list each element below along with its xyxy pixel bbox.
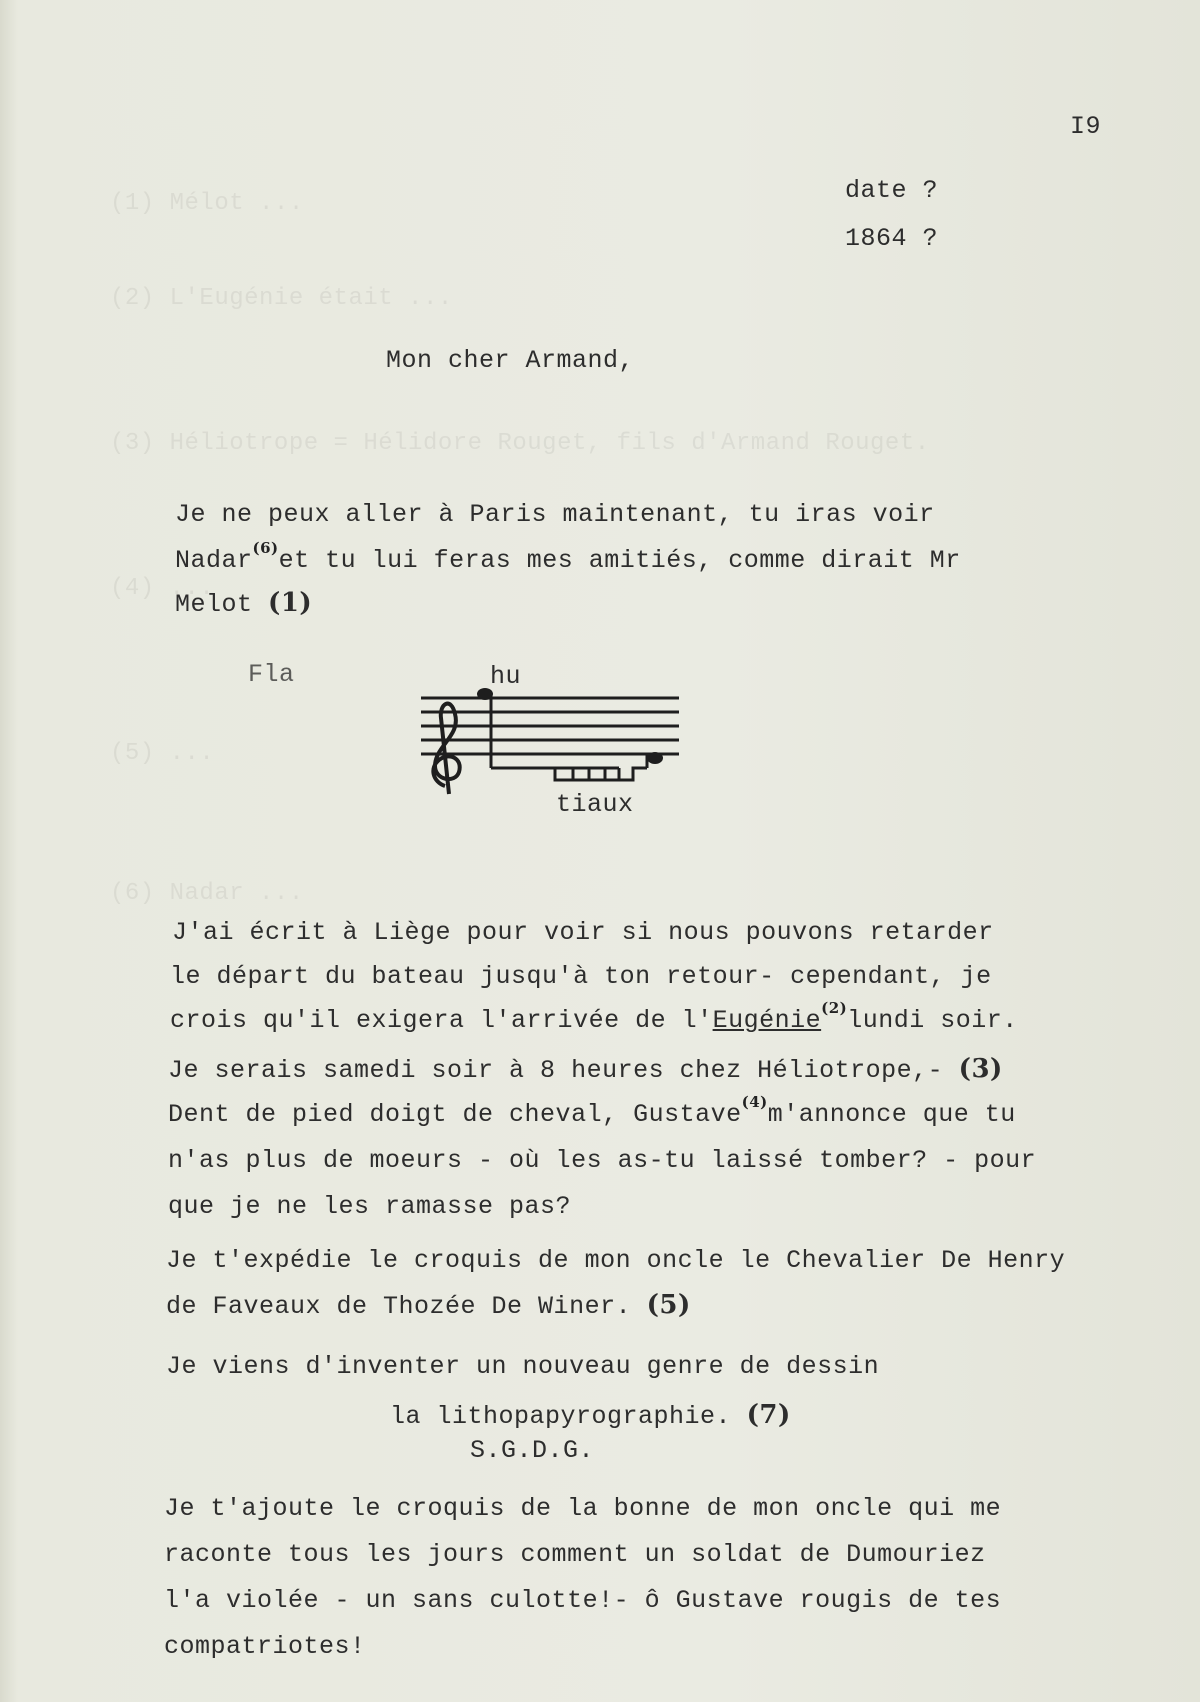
text-line: J'ai écrit à Liège pour voir si nous pouvons retarder: [172, 918, 994, 947]
text-fragment: Je serais samedi soir à 8 heures chez Héliotrope,-: [168, 1056, 944, 1085]
music-staff-drawing: [415, 686, 685, 801]
text-line: [175, 588, 312, 619]
show-through-line: (4) ...: [110, 575, 215, 602]
footnote-marker: (2): [821, 999, 848, 1017]
text-line: n'as plus de moeurs - où les as-tu laissé tomber? - pour: [168, 1146, 1037, 1175]
text-fragment: Melot: [175, 590, 253, 619]
text-fragment: de Faveaux de Thozée De Winer.: [166, 1292, 632, 1321]
text-line: [175, 539, 961, 575]
text-fragment: Nadar: [175, 546, 253, 575]
text-fragment: m'annonce que tu: [767, 1100, 1016, 1129]
text-line: S.G.D.G.: [470, 1436, 595, 1465]
show-through-line: (5) ...: [110, 740, 215, 767]
date-line: 1864 ?: [845, 224, 939, 253]
text-line: raconte tous les jours comment un soldat de Dumouriez: [164, 1540, 986, 1569]
music-word-top: hu: [490, 662, 522, 691]
text-line: le départ du bateau jusqu'à ton retour- cependant, je: [170, 962, 992, 991]
salutation: Mon cher Armand,: [386, 346, 635, 375]
text-line: Je t'ajoute le croquis de la bonne de mon oncle qui me: [164, 1494, 1002, 1523]
music-word-bottom: tiaux: [556, 790, 634, 819]
text-line: [168, 1054, 1003, 1085]
music-word-left: Fla: [248, 660, 295, 689]
text-fragment: lundi soir.: [847, 1006, 1018, 1035]
show-through-line: (2) L'Eugénie était ...: [110, 285, 453, 312]
text-line: Je t'expédie le croquis de mon oncle le Chevalier De Henry: [166, 1246, 1066, 1275]
text-line: [170, 999, 1018, 1035]
footnote-marker: (6): [252, 539, 279, 557]
show-through-line: (1) Mélot ...: [110, 190, 304, 217]
footnote-marker: (7): [746, 1400, 791, 1430]
footnote-marker: (5): [646, 1290, 691, 1320]
date-line: date ?: [845, 176, 939, 205]
text-fragment: Dent de pied doigt de cheval, Gustave: [168, 1100, 742, 1129]
footnote-marker: (1): [268, 588, 313, 618]
text-line: [390, 1400, 791, 1431]
show-through-line: (6) Nadar ...: [110, 880, 304, 907]
ship-name: Eugénie: [712, 1006, 822, 1035]
footnote-marker: (3): [958, 1054, 1003, 1084]
text-fragment: la lithopapyrographie.: [390, 1402, 732, 1431]
text-line: [168, 1093, 1016, 1129]
text-line: Je viens d'inventer un nouveau genre de dessin: [166, 1352, 880, 1381]
text-line: compatriotes!: [164, 1632, 366, 1661]
text-fragment: crois qu'il exigera l'arrivée de l': [170, 1006, 713, 1035]
footnote-marker: (4): [741, 1093, 768, 1111]
page-number: I9: [1070, 112, 1102, 141]
text-line: [166, 1290, 691, 1321]
text-fragment: et tu lui feras mes amitiés, comme dirait Mr: [278, 546, 961, 575]
text-line: Je ne peux aller à Paris maintenant, tu iras voir: [175, 500, 935, 529]
text-line: l'a violée - un sans culotte!- ô Gustave rougis de tes: [164, 1586, 1002, 1615]
show-through-line: (3) Héliotrope = Hélidore Rouget, fils d'Armand Rouget.: [110, 430, 930, 457]
text-line: que je ne les ramasse pas?: [168, 1192, 572, 1221]
